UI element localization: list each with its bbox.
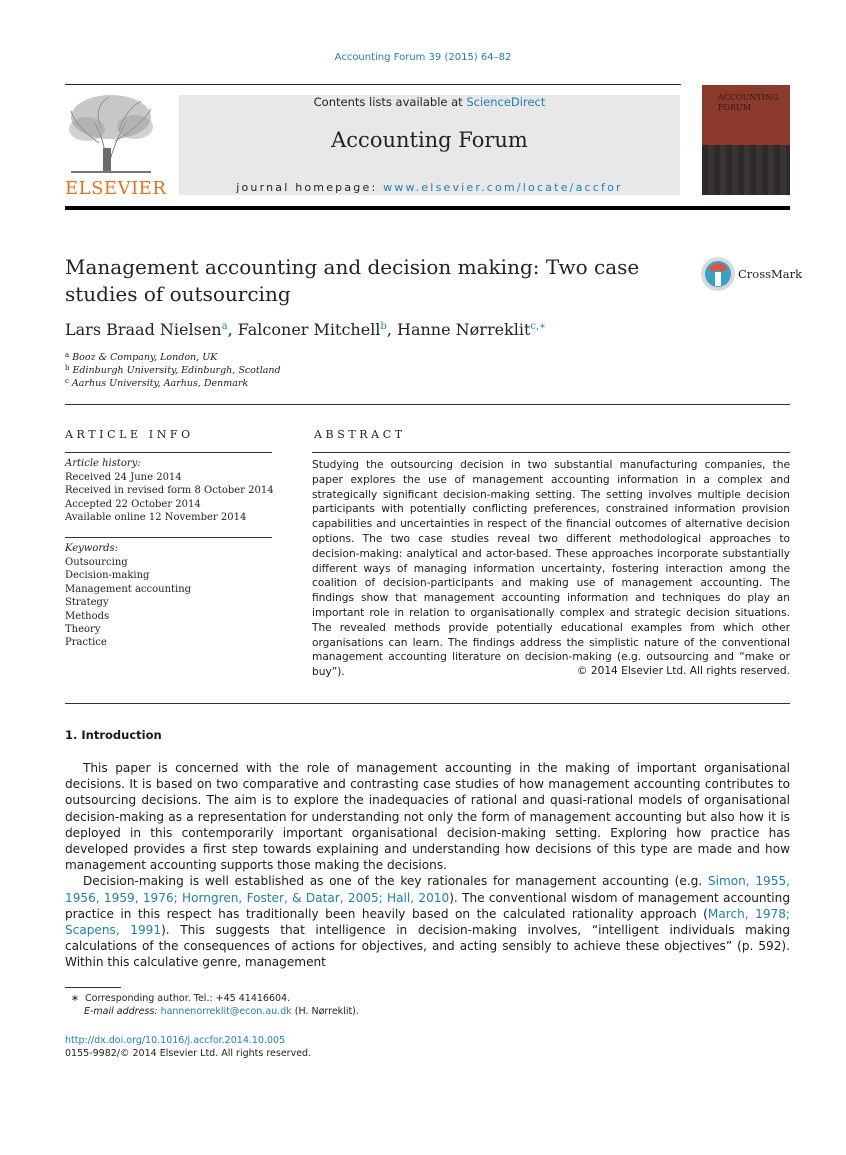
keyword-item: Practice bbox=[65, 637, 107, 649]
keyword-item: Management accounting bbox=[65, 583, 192, 595]
footnote-rule bbox=[65, 987, 121, 988]
history-item: Accepted 22 October 2014 bbox=[65, 498, 201, 510]
journal-homepage bbox=[179, 181, 680, 194]
masthead-rule bbox=[65, 206, 790, 210]
paragraph-text: ). The conventional wisdom of management accounting practice in this respect has traditionally been heavily based on the calculated rationality approach ( bbox=[65, 890, 790, 921]
paper-title bbox=[65, 254, 665, 308]
email-label: E-mail address: bbox=[84, 1006, 161, 1017]
affiliation bbox=[65, 351, 217, 363]
section-rule bbox=[65, 703, 790, 704]
paper-title-line-1: Management accounting and decision making: Two case bbox=[65, 255, 640, 279]
homepage-link[interactable]: www.elsevier.com/locate/accfor bbox=[383, 181, 623, 194]
journal-cover-image[interactable] bbox=[702, 85, 790, 195]
journal-citation[interactable]: Accounting Forum 39 (2015) 64–82 bbox=[334, 52, 512, 63]
header-rule bbox=[65, 84, 681, 85]
history-item: Received in revised form 8 October 2014 bbox=[65, 485, 274, 497]
cover-title: ACCOUNTING FORUM bbox=[718, 93, 779, 112]
history-label: Article history: bbox=[65, 458, 141, 469]
affiliation-text: Aarhus University, Aarhus, Denmark bbox=[71, 378, 249, 389]
affiliation bbox=[65, 377, 248, 389]
author-affil-mark[interactable]: b bbox=[380, 321, 387, 332]
cover-band bbox=[702, 145, 790, 195]
introduction-paragraph: This paper is concerned with the role of management accounting in the making of important organisational decisions. It is based on two comparative and contrasting case studies of how management accounting contributes to outsourcing decisions. The aim is to explore the inadequacies of rational and quasi-rational models of organisational decision-making as a representation for understanding not only the form of management accounting but also how it is deployed in this contemporarily important organisational decision-making setting. Exploring how practice has developed provides a first step towards explaining and understanding how decisions of this type are made and how management accounting supports those making the decisions. bbox=[65, 761, 790, 873]
affiliation-mark: b bbox=[65, 364, 70, 372]
elsevier-wordmark: ELSEVIER bbox=[65, 178, 167, 199]
affiliation-text: Edinburgh University, Edinburgh, Scotland bbox=[72, 365, 281, 376]
keywords-list bbox=[65, 556, 191, 650]
keyword-item: Methods bbox=[65, 610, 110, 622]
affiliation-mark: a bbox=[65, 351, 70, 359]
email-suffix: (H. Nørreklit). bbox=[291, 1006, 359, 1017]
citation-link[interactable]: Simon, 1955, 1956, 1959, 1976; Horngren, Foster, & Datar, 2005; Hall, 2010 bbox=[65, 874, 790, 905]
introduction-paragraph bbox=[65, 873, 790, 970]
article-info-heading: ARTICLE INFO bbox=[65, 428, 194, 441]
contents-prefix: Contents lists available at bbox=[313, 95, 467, 109]
history-list bbox=[65, 471, 274, 525]
author-separator: , bbox=[227, 320, 238, 339]
keyword-item: Strategy bbox=[65, 597, 109, 609]
abstract-text: Studying the outsourcing decision in two substantial manufacturing companies, the paper explores the use of management accounting information in a complex and strategically significant decision-making setting. The setting involves multiple decision participants with potentially conflicting preferences, constrained information provision capabilities and uncertainties in respect of the financial outcomes of alternative decision options. The two case studies reveal two different methodological approaches to decision-making: analytical and actor-based. These approaches incorporate substantially different ways of managing information uncertainty, fostering interaction among the coalition of decision-participants and making use of management accounting. The findings show that management accounting information and techniques do play an important role in relation to organisationally complex and strategic decision situations. The revealed methods provide potentially educational examples from which other organisations can learn. The findings address the simplistic nature of the conventional management accounting literature on decision-making (e.g. outsourcing and “make or buy”). bbox=[312, 459, 790, 679]
email-footnote bbox=[84, 1006, 359, 1017]
paper-title-line-2: studies of outsourcing bbox=[65, 282, 291, 306]
email-link[interactable]: hannenorreklit@econ.au.dk bbox=[160, 1006, 292, 1017]
doi-link[interactable] bbox=[65, 1035, 285, 1046]
history-item: Available online 12 November 2014 bbox=[65, 512, 247, 524]
affiliation bbox=[65, 364, 281, 376]
issn-line: 0155-9982/© 2014 Elsevier Ltd. All rights reserved. bbox=[65, 1048, 312, 1059]
corresponding-text: Corresponding author. Tel.: +45 41416604. bbox=[85, 993, 291, 1004]
keyword-item: Outsourcing bbox=[65, 557, 128, 568]
doi-text[interactable]: http://dx.doi.org/10.1016/j.accfor.2014.10.005 bbox=[65, 1035, 286, 1046]
corresponding-footnote bbox=[71, 993, 290, 1004]
crossmark-label[interactable]: CrossMark bbox=[738, 267, 803, 281]
paragraph-text: ). This suggests that intelligence in decision-making involves, “intelligent individuals making calculations of the consequences of actions for objectives, and acting sensibly to achieve these objectives” (p. 592). Within this calculative genre, management bbox=[65, 923, 791, 970]
introduction-body bbox=[65, 760, 790, 971]
sciencedirect-link[interactable]: ScienceDirect bbox=[466, 95, 546, 109]
keywords-label: Keywords: bbox=[65, 543, 119, 554]
journal-title: Accounting Forum bbox=[331, 128, 528, 152]
keywords-rule bbox=[65, 537, 272, 538]
contents-line bbox=[179, 95, 680, 109]
author-separator: , bbox=[386, 320, 397, 339]
author-list bbox=[65, 320, 546, 339]
history-item: Received 24 June 2014 bbox=[65, 472, 182, 483]
author-affil-mark[interactable]: a bbox=[221, 321, 228, 332]
introduction-heading: 1. Introduction bbox=[65, 728, 162, 742]
keyword-item: Decision-making bbox=[65, 570, 150, 582]
citation-link[interactable]: March, 1978; Scapens, 1991 bbox=[65, 906, 790, 938]
homepage-prefix: journal homepage: bbox=[236, 181, 384, 194]
author-affil-mark[interactable]: c,∗ bbox=[530, 321, 546, 332]
abstract-rule bbox=[312, 452, 790, 453]
abstract-heading: ABSTRACT bbox=[314, 428, 406, 441]
article-info-rule bbox=[65, 452, 272, 453]
author-name[interactable]: Hanne Nørreklit bbox=[397, 320, 531, 339]
affiliation-text: Booz & Company, London, UK bbox=[72, 352, 218, 363]
paragraph-text: Decision-making is well established as one of the key rationales for management accounting (e.g. bbox=[83, 874, 708, 889]
keyword-item: Theory bbox=[65, 624, 101, 636]
section-rule bbox=[65, 404, 790, 405]
author-name[interactable]: Falconer Mitchell bbox=[237, 320, 381, 339]
footnote-star: ∗ bbox=[71, 993, 79, 1004]
author-name[interactable]: Lars Braad Nielsen bbox=[65, 320, 222, 339]
affiliation-mark: c bbox=[65, 377, 69, 385]
abstract-copyright: © 2014 Elsevier Ltd. All rights reserved. bbox=[576, 665, 790, 677]
